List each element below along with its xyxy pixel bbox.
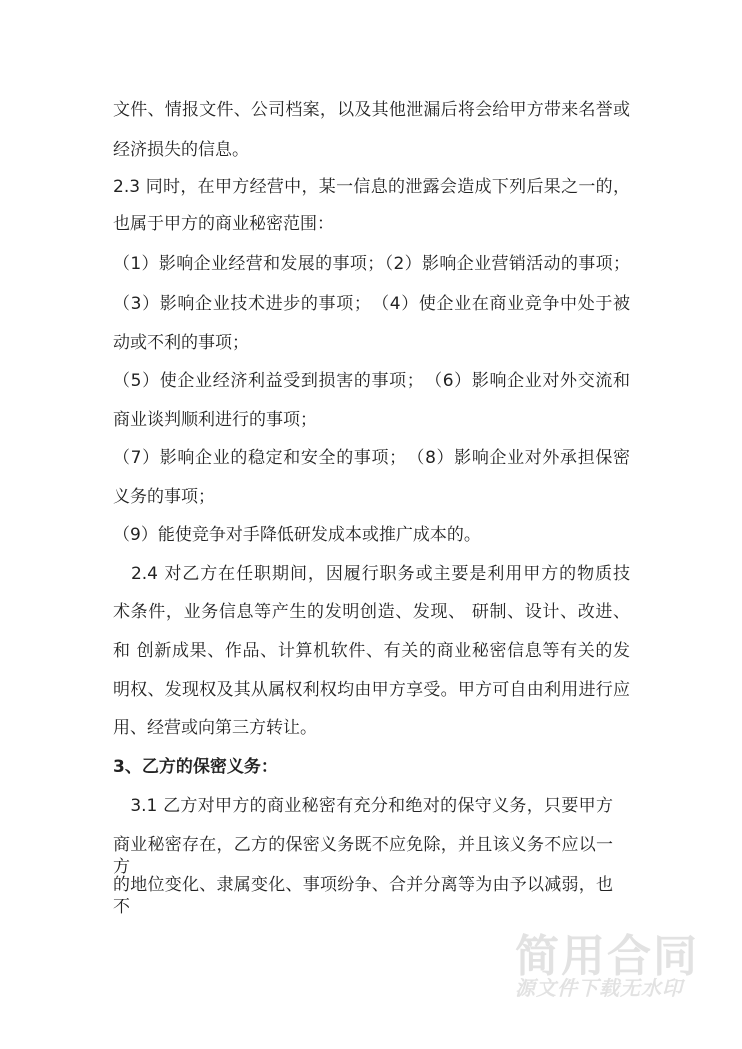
list-item: 动或不利的事项； [113,333,249,353]
paragraph-line: 经济损失的信息。 [113,140,249,160]
paragraph-line: 2.4 对乙方在任职期间，因履行职务或主要是利用甲方的物质技 [113,564,630,584]
paragraph-line: 和 创新成果、作品、计算机软件、有关的商业秘密信息等有关的发 [113,641,630,661]
paragraph-line: 也属于甲方的商业秘密范围： [113,214,334,234]
list-item: 商业谈判顺利进行的事项； [113,410,317,430]
list-item: （5）使企业经济利益受到损害的事项； （6）影响企业对外交流和 [113,371,630,391]
paragraph-line: 用、经营或向第三方转让。 [113,718,317,738]
list-item: （3）影响企业技术进步的事项； （4）使企业在商业竞争中处于被 [113,294,630,314]
paragraph-line: 文件、情报文件、公司档案，以及其他泄漏后将会给甲方带来名誉或 [113,100,630,120]
paragraph-line: 商业秘密存在，乙方的保密义务既不应免除，并且该义务不应以一方 [113,835,613,877]
list-item: 义务的事项； [113,487,215,507]
watermark-subtitle: 源文件下载无水印 [515,976,683,1000]
paragraph-line: 3.1 乙方对甲方的商业秘密有充分和绝对的保守义务，只要甲方 [113,796,613,816]
list-item: （1）影响企业经营和发展的事项；（2）影响企业营销活动的事项； [113,254,630,274]
watermark-logo: 简用合同 [515,931,699,982]
paragraph-line: 明权、发现权及其从属权利权均由甲方享受。甲方可自由利用进行应 [113,680,630,700]
paragraph-line: 的地位变化、隶属变化、事项纷争、合并分离等为由予以减弱，也不 [113,875,613,917]
list-item: （7）影响企业的稳定和安全的事项； （8）影响企业对外承担保密 [113,448,630,468]
paragraph-line: 2.3 同时，在甲方经营中，某一信息的泄露会造成下列后果之一的， [113,177,630,197]
paragraph-line: 术条件，业务信息等产生的发明创造、发现、 研制、设计、改进、 [113,602,630,622]
section-heading: 3、乙方的保密义务： [113,757,278,777]
list-item: （9）能使竞争对手降低研发成本或推广成本的。 [113,525,481,545]
